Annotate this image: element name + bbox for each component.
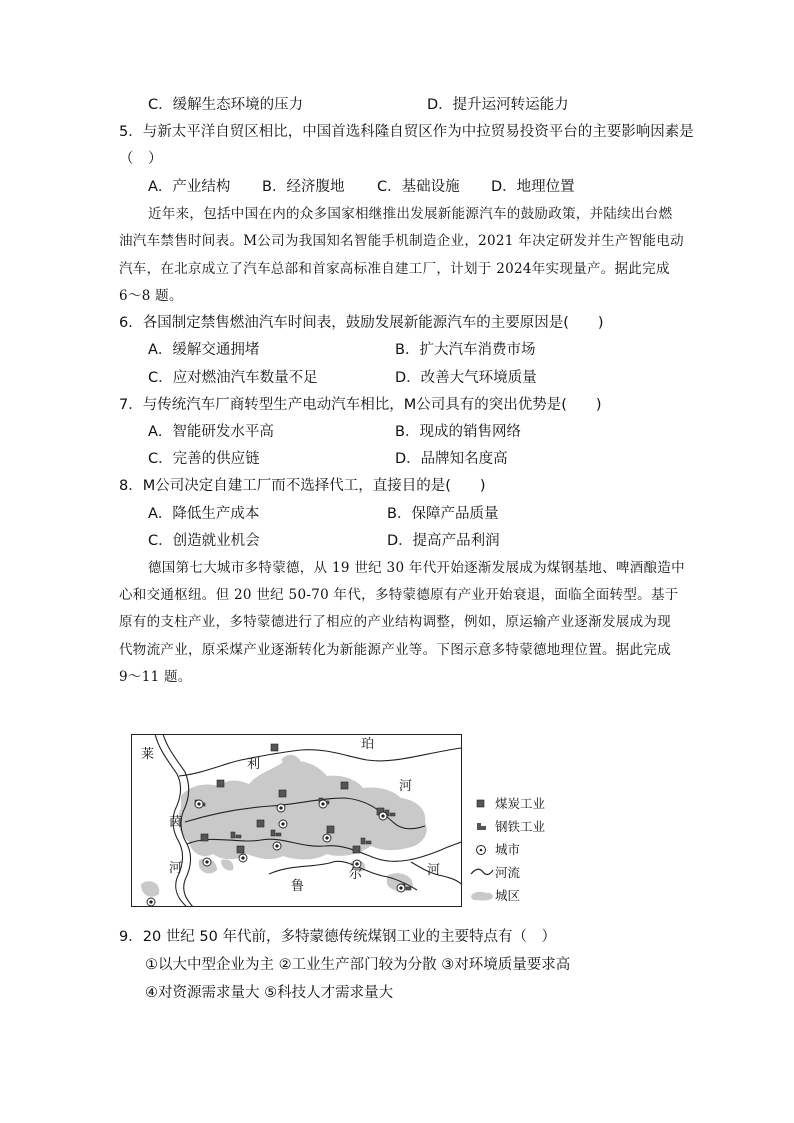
coal-industry-icon: [476, 799, 486, 809]
map-label-he1: 河: [169, 861, 183, 876]
legend-coal-label: 煤炭工业: [495, 796, 546, 811]
city-marker: [277, 804, 285, 812]
city-icon: [475, 844, 487, 856]
steel-industry-icon: [476, 822, 488, 832]
q6-option-d: D．改善大气环境质量: [395, 370, 537, 386]
q7-option-d: D．品牌知名度高: [395, 451, 508, 467]
urban-area-icon: [470, 890, 494, 902]
coal-industry-marker: [353, 846, 360, 853]
q6-option-b: B．扩大汽车消费市场: [395, 342, 536, 358]
q5-stem: 5．与新太平洋自贸区相比，中国首选科隆自贸区作为中拉贸易投资平台的主要影响因素是: [119, 124, 694, 140]
city-marker: [379, 812, 387, 820]
river-icon: [470, 866, 494, 878]
q5-paren: （ ）: [119, 151, 163, 167]
city-marker: [319, 800, 327, 808]
q8-option-d: D．提高产品利润: [387, 533, 500, 549]
map-label-he3: 河: [427, 863, 441, 878]
coal-industry-marker: [217, 780, 224, 787]
passage1-line: 近年来，包括中国在内的众多国家相继推出发展新能源汽车的鼓励政策，并陆续出台燃: [148, 206, 673, 222]
city-marker: [323, 834, 331, 842]
coal-industry-marker: [271, 744, 278, 751]
q9-stem: 9．20 世纪 50 年代前，多特蒙德传统煤钢工业的主要特点有（ ）: [119, 929, 556, 945]
city-marker: [397, 884, 405, 892]
q7-stem: 7．与传统汽车厂商转型生产电动汽车相比，M公司具有的突出优势是( ): [119, 397, 602, 413]
legend-city-label: 城市: [495, 842, 521, 857]
map-label-lai: 莱: [141, 747, 155, 762]
coal-industry-marker: [327, 826, 334, 833]
map-label-yin: 茵: [169, 815, 183, 830]
q5-option-a: A．产业结构: [148, 179, 231, 195]
city-marker: [147, 898, 155, 906]
city-marker: [203, 858, 211, 866]
q9-choices-line1: ①以大中型企业为主 ②工业生产部门较为分散 ③对环境质量要求高: [145, 957, 571, 973]
dortmund-location-map: [131, 734, 462, 907]
passage2-line: 9～11 题。: [119, 669, 192, 685]
q4-option-d: D．提升运河转运能力: [427, 97, 569, 113]
map-label-pan: 珀: [361, 737, 375, 752]
coal-industry-marker: [341, 782, 348, 789]
passage1-line: 汽车，在北京成立了汽车总部和首家高标准自建工厂，计划于 2024年实现量产。据此完成: [119, 261, 670, 277]
map-label-he2: 河: [399, 779, 413, 794]
q6-option-c: C．应对燃油汽车数量不足: [148, 370, 318, 386]
q8-option-c: C．创造就业机会: [148, 533, 260, 549]
q7-option-b: B．现成的销售网络: [395, 424, 521, 440]
passage2-line: 原有的支柱产业，多特蒙德进行了相应的产业结构调整，例如，原运输产业逐渐发展成为现: [119, 614, 671, 630]
coal-industry-marker: [237, 846, 244, 853]
legend-steel-label: 钢铁工业: [495, 819, 546, 834]
q5-option-c: C．基础设施: [377, 179, 460, 195]
city-marker: [279, 820, 287, 828]
q5-option-b: B．经济腹地: [262, 179, 345, 195]
coal-industry-marker: [201, 834, 208, 841]
q6-stem: 6．各国制定禁售燃油汽车时间表，鼓励发展新能源汽车的主要原因是( ): [119, 315, 604, 331]
legend-urban-label: 城区: [495, 888, 521, 903]
q6-option-a: A．缓解交通拥堵: [148, 342, 260, 358]
passage1-line: 6～8 题。: [119, 288, 183, 304]
q9-choices-line2: ④对资源需求量大 ⑤科技人才需求量大: [145, 985, 394, 1001]
coal-industry-marker: [257, 820, 264, 827]
q8-option-a: A．降低生产成本: [148, 506, 260, 522]
coal-industry-marker: [279, 790, 286, 797]
q7-option-c: C．完善的供应链: [148, 451, 260, 467]
passage2-line: 代物流产业，原采煤产业逐渐转化为新能源产业等。下图示意多特蒙德地理位置。据此完成: [119, 642, 671, 658]
map-label-er: 尔: [349, 867, 363, 882]
q5-option-d: D．地理位置: [491, 179, 575, 195]
city-marker: [239, 854, 247, 862]
q8-option-b: B．保障产品质量: [387, 506, 499, 522]
city-marker: [195, 800, 203, 808]
map-label-li: 利: [247, 757, 261, 772]
map-label-lu: 鲁: [291, 879, 305, 894]
q7-option-a: A．智能研发水平高: [148, 424, 274, 440]
passage2-line: 德国第七大城市多特蒙德，从 19 世纪 30 年代开始逐渐发展成为煤钢基地、啤酒酿造中: [148, 560, 685, 576]
legend-river-label: 河流: [495, 865, 521, 880]
passage1-line: 油汽车禁售时间表。M公司为我国知名智能手机制造企业，2021 年决定研发并生产智能电动: [119, 233, 684, 249]
q4-option-c: C．缓解生态环境的压力: [148, 97, 304, 113]
passage2-line: 心和交通枢纽。但 20 世纪 50-70 年代，多特蒙德原有产业开始衰退，面临全面转型。基于: [119, 587, 679, 603]
q8-stem: 8．M公司决定自建工厂而不选择代工，直接目的是( ): [119, 478, 486, 494]
city-marker: [273, 842, 281, 850]
